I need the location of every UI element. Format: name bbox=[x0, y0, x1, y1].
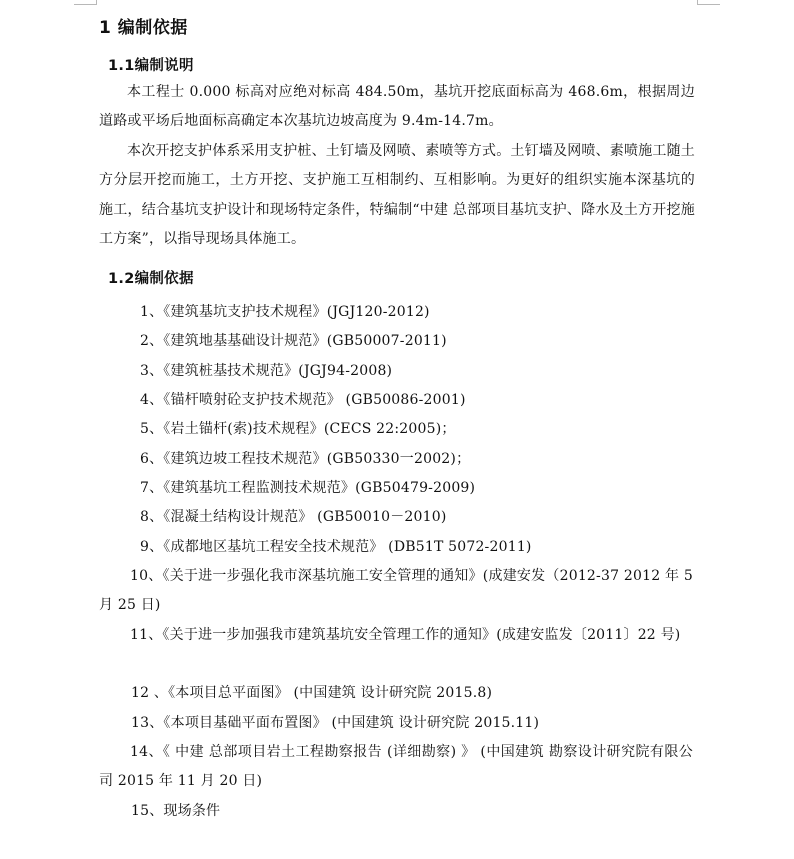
reference-item: 3、《建筑桩基技术规范》(JGJ94-2008) bbox=[140, 363, 393, 379]
reference-item: 4、《锚杆喷射砼支护技术规范》 (GB50086-2001) bbox=[140, 392, 466, 408]
reference-item: 2、《建筑地基基础设计规范》(GB50007-2011) bbox=[140, 333, 447, 349]
paragraph-elevation: 本工程士 0.000 标高对应绝对标高 484.50m，基坑开挖底面标高为 468.6m，根据周边道路或平场后地面标高确定本次基坑边坡高度为 9.4m-14.7m。 bbox=[99, 84, 695, 130]
reference-item: 9、《成都地区基坑工程安全技术规范》 (DB51T 5072-2011) bbox=[140, 539, 532, 555]
reference-item: 11、《关于进一步加强我市建筑基坑安全管理工作的通知》(成建安监发〔2011〕22 号) bbox=[130, 627, 681, 643]
reference-item: 10、《关于进一步强化我市深基坑施工安全管理的通知》(成建安发（2012-37 2012 年 5 月 25 日) bbox=[99, 568, 693, 614]
paragraph-support-system: 本次开挖支护体系采用支护桩、土钉墙及网喷、素喷等方式。土钉墙及网喷、素喷施工随土方分层开挖而施工，土方开挖、支护施工互相制约、互相影响。为更好的组织实施本深基坑的施工，结合基坑支护设计和现场特定条件，特编制“中建 总部项目基坑支护、降水及土方开挖施工方案”，以指导现场具体施工。 bbox=[99, 143, 695, 247]
reference-item: 13、《本项目基础平面布置图》 (中国建筑 设计研究院 2015.11) bbox=[131, 715, 540, 731]
reference-item: 14、《 中建 总部项目岩土工程勘察报告 (详细勘察) 》 (中国建筑 勘察设计研究院有限公司 2015 年 11 月 20 日) bbox=[99, 744, 693, 790]
reference-item: 1、《建筑基坑支护技术规程》(JGJ120-2012) bbox=[140, 304, 430, 320]
reference-item: 7、《建筑基坑工程监测技术规范》(GB50479-2009) bbox=[140, 480, 476, 496]
reference-item: 12 、《本项目总平面图》 (中国建筑 设计研究院 2015.8) bbox=[131, 685, 493, 701]
page-corner-mark-right bbox=[697, 0, 720, 5]
reference-item: 15、现场条件 bbox=[131, 803, 221, 819]
subsection-heading-description: 1.1编制说明 bbox=[108, 58, 194, 74]
section-heading: 1 编制依据 bbox=[99, 18, 188, 38]
subsection-heading-basis: 1.2编制依据 bbox=[108, 271, 194, 287]
reference-item: 6、《建筑边坡工程技术规范》(GB50330一2002)； bbox=[140, 451, 471, 467]
reference-item: 8、《混凝土结构设计规范》 (GB50010－2010) bbox=[140, 509, 447, 525]
page-corner-mark-left bbox=[74, 0, 97, 5]
reference-item: 5、《岩土锚杆(索)技术规程》(CECS 22:2005)； bbox=[140, 421, 456, 437]
